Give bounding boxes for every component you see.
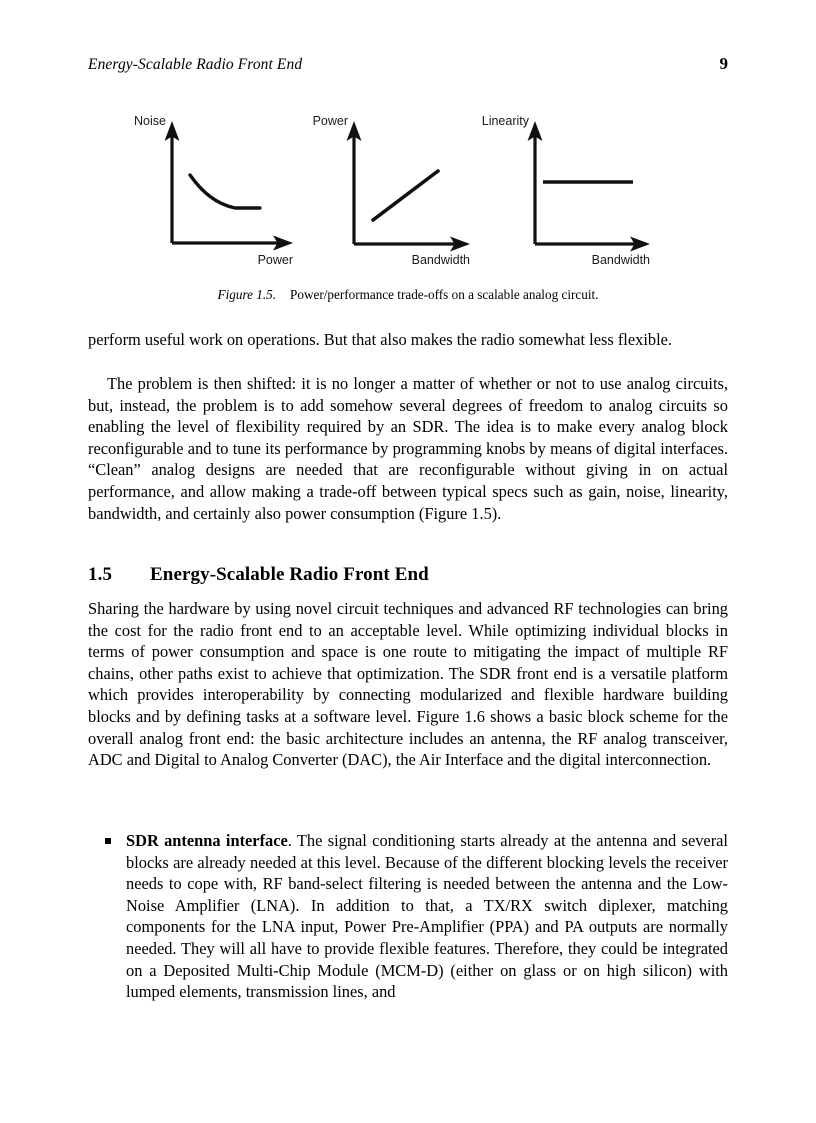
body-column-2 <box>88 373 728 524</box>
panel3-y-axis-label: Linearity <box>481 114 529 128</box>
panel1-y-axis-label: Noise <box>134 114 166 128</box>
panel2-x-axis-label: Bandwidth <box>411 253 470 267</box>
section-number: 1.5 <box>88 564 113 585</box>
figure-panel-power-bandwidth <box>313 114 470 267</box>
bullet-paragraph <box>126 830 728 1003</box>
figure-caption-text: Power/performance trade-offs on a scalable analog circuit. <box>290 287 599 302</box>
figure-caption-label: Figure 1.5. <box>217 287 277 302</box>
bullet-square-icon <box>105 838 111 844</box>
figure-panel-linearity-bandwidth <box>482 114 650 267</box>
figure-panel-noise-power <box>134 114 293 267</box>
panel2-y-axis-label: Power <box>312 114 348 128</box>
paragraph-1: perform useful work on operations. But that also makes the radio somewhat less flexible. <box>88 330 673 349</box>
bullet-list <box>88 830 728 1003</box>
list-item <box>88 830 728 1003</box>
running-header-title: Energy-Scalable Radio Front End <box>88 56 303 73</box>
running-header <box>88 56 728 80</box>
paragraph-2: The problem is then shifted: it is no longer a matter of whether or not to use analog circuits, but, instead, the problem is to add somehow several degrees of freedom to analog circuits so enabling the level of flexibility required by an SDR. The idea is to make every analog block reconfigurable and to tune its performance by programming knobs by means of digital interfaces. “Clean” analog designs are needed that are reconfigurable without giving in on actual performance, and allow making a trade-off between typical specs such as gain, noise, linearity, bandwidth, and certainly also power consumption (Figure 1.5). <box>88 374 728 523</box>
bullet-lead-in: SDR antenna interface <box>126 831 288 850</box>
body-column-3 <box>88 598 728 771</box>
panel1-curve-noise <box>190 175 260 208</box>
section-title: Energy-Scalable Radio Front End <box>150 564 429 585</box>
panel3-x-axis-label: Bandwidth <box>591 253 650 267</box>
figure-1-5-artwork <box>88 104 728 274</box>
panel2-line-power <box>373 171 438 220</box>
figure-1-5 <box>88 104 728 314</box>
paragraph-3: Sharing the hardware by using novel circuit techniques and advanced RF technologies can bring the cost for the radio front end to an acceptable level. While optimizing individual blocks in terms of power consumption and space is one route to mitigating the impact of multiple RF chains, other paths exist to achieve that optimization. The SDR front end is a versatile platform which provides interoperability by connecting modularized and flexible hardware building blocks and by defining tasks at a software level. Figure 1.6 shows a basic block scheme for the overall analog front end: the basic architecture includes an antenna, the RF analog transceiver, ADC and Digital to Analog Converter (DAC), the Air Interface and the digital interconnection. <box>88 599 728 770</box>
page-number: 9 <box>719 54 728 73</box>
bullet-body-text: . The signal conditioning starts already at the antenna and several blocks are already needed at this level. Because of the different blocking levels the receiver needs to cope with, RF band-select filtering is needed between the antenna and the Low-Noise Amplifier (LNA). In addition to that, a TX/RX switch diplexer, matching components for the LNA input, Power Pre-Amplifier (PPA) and PA outputs are normally needed. They will all have to provide flexible features. Therefore, they could be integrated on a Deposited Multi-Chip Module (MCM-D) (either on glass or on high silicon) with lumped elements, transmission lines, and <box>126 831 728 1002</box>
section-heading <box>88 563 728 587</box>
body-column <box>88 329 728 351</box>
figure-caption <box>88 286 728 303</box>
panel1-x-axis-label: Power <box>257 253 293 267</box>
section-heading-block <box>88 563 728 587</box>
